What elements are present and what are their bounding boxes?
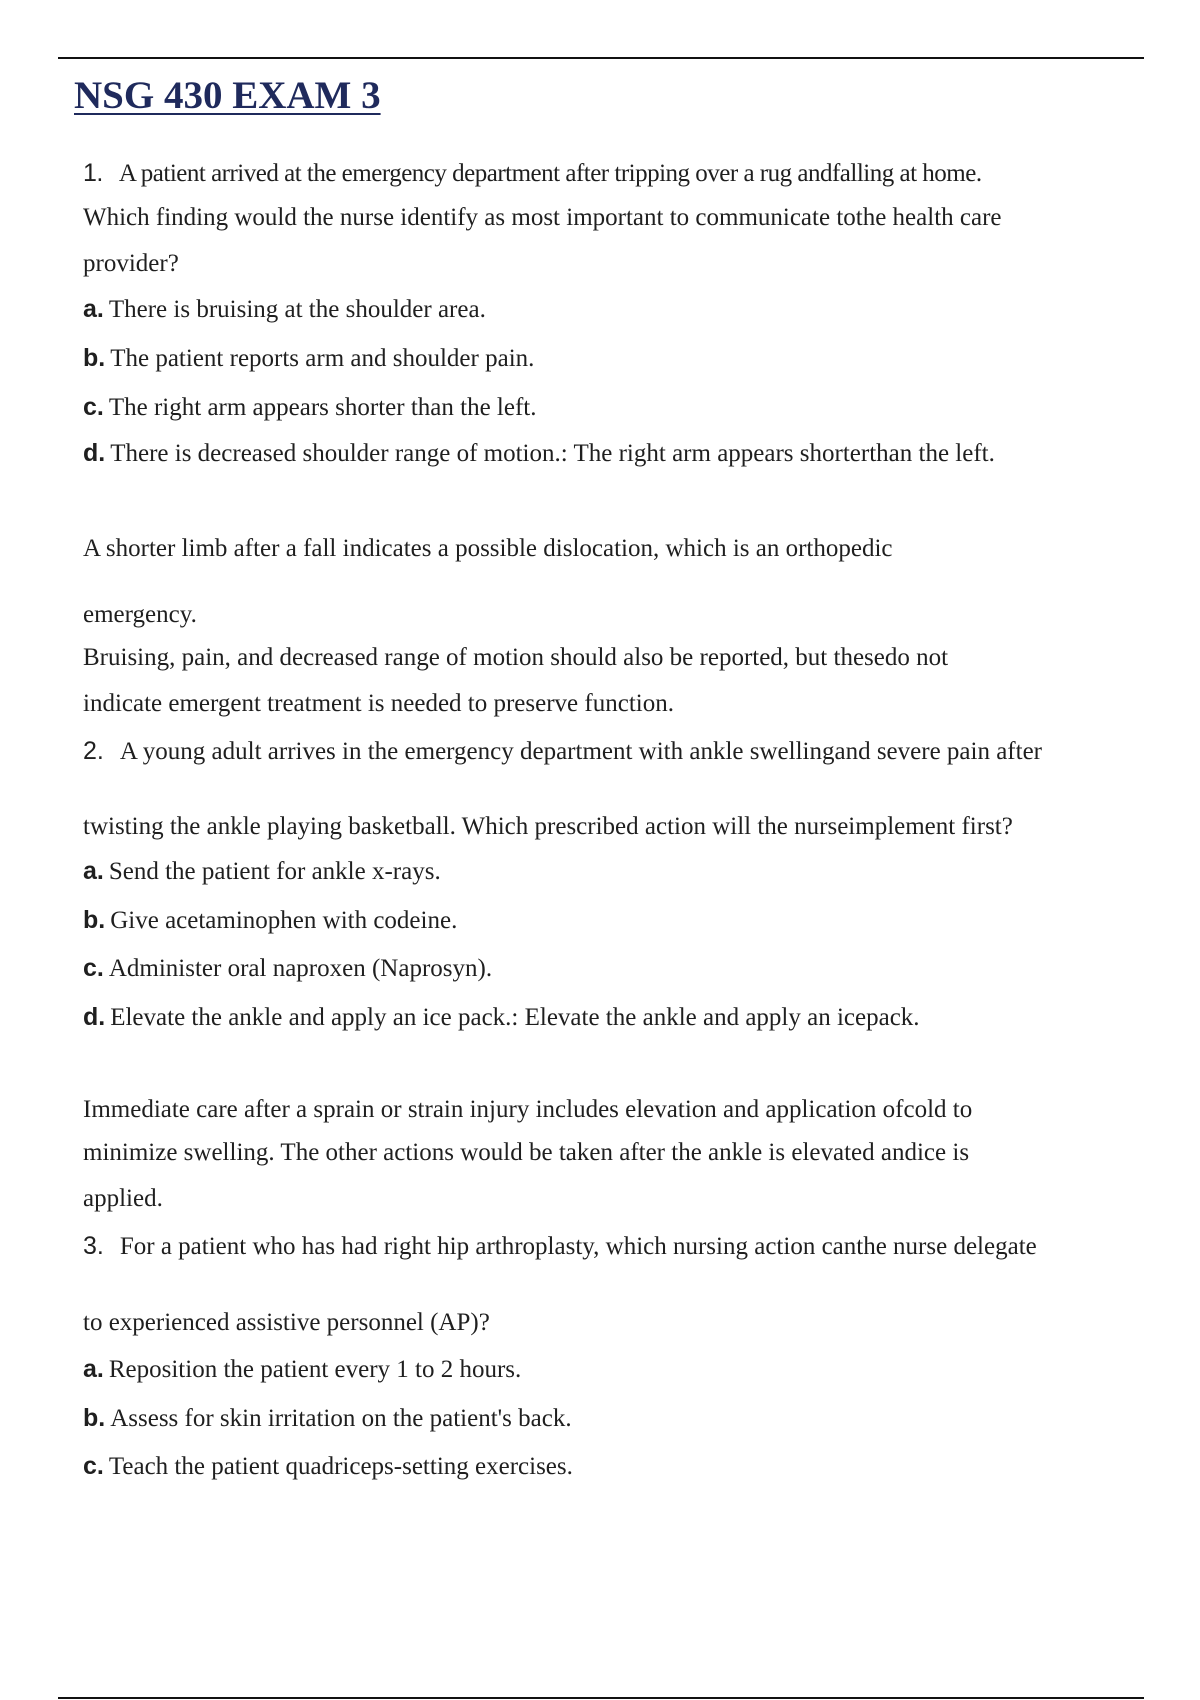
question-1-stem-line-2: Which finding would the nurse identify as most important to communicate tothe health care [83, 204, 1002, 231]
question-3-stem-line-2: to experienced assistive personnel (AP)? [83, 1309, 490, 1336]
question-2-option-b: b. Give acetaminophen with codeine. [83, 906, 458, 934]
question-2-number: 2. [83, 737, 104, 765]
question-3-option-c: c. Teach the patient quadriceps-setting exercises. [83, 1452, 573, 1480]
option-letter: c. [83, 393, 104, 421]
option-letter: b. [83, 344, 106, 372]
option-letter: c. [83, 1452, 104, 1480]
option-letter: b. [83, 906, 106, 934]
question-1-option-c: c. The right arm appears shorter than the left. [83, 393, 537, 421]
page-title: NSG 430 EXAM 3 [74, 74, 381, 117]
question-1-stem-line-3: provider? [83, 250, 179, 277]
option-letter: d. [83, 1003, 106, 1031]
option-letter: d. [83, 439, 106, 467]
question-1-stem-line-1: 1. A patient arrived at the emergency department after tripping over a rug andfalling at home. [83, 159, 982, 187]
question-2-option-d: d. Elevate the ankle and apply an ice pack.: Elevate the ankle and apply an icepack. [83, 1003, 920, 1031]
question-2-option-a: a. Send the patient for ankle x-rays. [83, 857, 441, 885]
bottom-rule [58, 1697, 1144, 1699]
question-1-option-d: d. There is decreased shoulder range of motion.: The right arm appears shorterthan the left. [83, 439, 995, 467]
question-2-rationale-line-1: Immediate care after a sprain or strain injury includes elevation and application ofcold to [83, 1096, 973, 1123]
question-1-option-b: b. The patient reports arm and shoulder pain. [83, 344, 535, 372]
question-2-option-c: c. Administer oral naproxen (Naprosyn). [83, 954, 493, 982]
question-1-number: 1. [83, 159, 103, 187]
question-1-rationale-line-4: indicate emergent treatment is needed to preserve function. [83, 690, 674, 717]
question-1-rationale-line-1: A shorter limb after a fall indicates a possible dislocation, which is an orthopedic [83, 535, 893, 562]
question-2-rationale-line-2: minimize swelling. The other actions would be taken after the ankle is elevated andice is [83, 1139, 970, 1166]
question-3-option-b: b. Assess for skin irritation on the patient's back. [83, 1404, 572, 1432]
question-2-rationale-line-3: applied. [83, 1185, 163, 1212]
question-1-option-a: a. There is bruising at the shoulder area. [83, 295, 486, 323]
option-letter: a. [83, 295, 104, 323]
question-3-number: 3. [83, 1232, 104, 1260]
top-rule [58, 57, 1144, 59]
question-2-stem-line-1: 2. A young adult arrives in the emergency department with ankle swellingand severe pain after [83, 737, 1043, 765]
option-letter: a. [83, 857, 104, 885]
option-letter: c. [83, 954, 104, 982]
question-1-rationale-line-3: Bruising, pain, and decreased range of motion should also be reported, but thesedo not [83, 644, 949, 671]
option-letter: b. [83, 1404, 106, 1432]
question-2-stem-line-2: twisting the ankle playing basketball. Which prescribed action will the nurseimplement first? [83, 813, 1013, 840]
question-3-option-a: a. Reposition the patient every 1 to 2 hours. [83, 1355, 522, 1383]
question-3-stem-line-1: 3. For a patient who has had right hip arthroplasty, which nursing action canthe nurse delegate [83, 1232, 1037, 1260]
question-1-rationale-line-2: emergency. [83, 601, 197, 628]
option-letter: a. [83, 1355, 104, 1383]
